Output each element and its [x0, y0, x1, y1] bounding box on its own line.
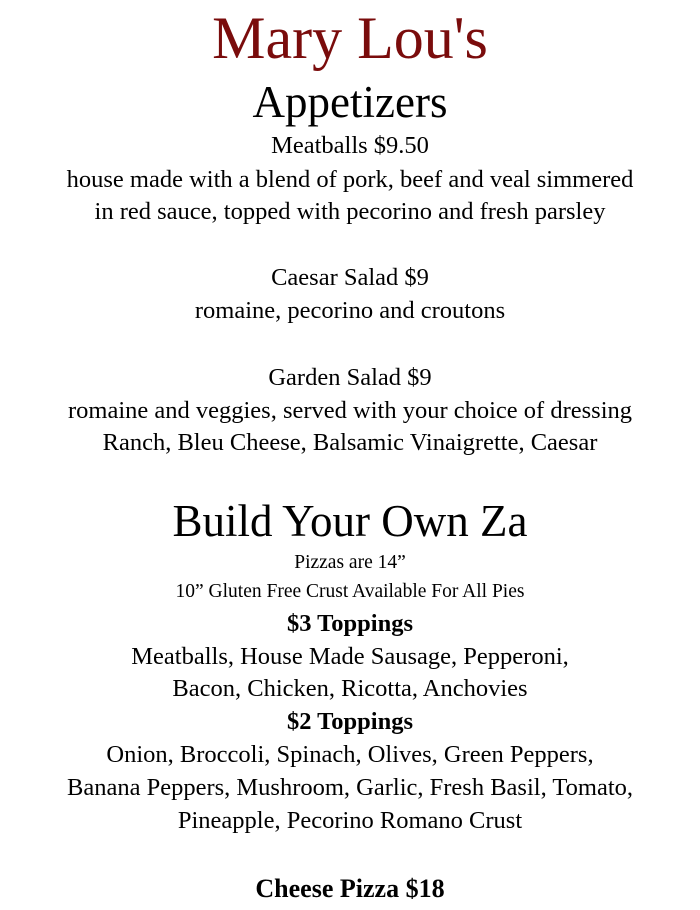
garden-dressings: Ranch, Bleu Cheese, Balsamic Vinaigrette, Caesar	[102, 429, 598, 456]
meatballs-name-price: Meatballs $9.50	[271, 132, 429, 159]
caesar-name-price: Caesar Salad $9	[271, 264, 429, 291]
toppings3-label: $3 Toppings	[287, 610, 413, 637]
pizza-size-note: Pizzas are 14”	[294, 552, 406, 573]
toppings2-list: Pineapple, Pecorino Romano Crust	[177, 807, 523, 834]
caesar-desc: romaine, pecorino and croutons	[194, 297, 506, 324]
garden-desc: romaine and veggies, served with your choice of dressing	[67, 397, 632, 424]
meatballs-desc: house made with a blend of pork, beef and veal simmered	[66, 166, 634, 193]
toppings2-list: Banana Peppers, Mushroom, Garlic, Fresh Basil, Tomato,	[66, 774, 633, 801]
cheese-pizza-price: Cheese Pizza $18	[255, 874, 445, 903]
toppings2-label: $2 Toppings	[287, 708, 413, 735]
appetizers-heading: Appetizers	[252, 77, 448, 127]
toppings2-list: Onion, Broccoli, Spinach, Olives, Green Peppers,	[106, 741, 594, 768]
gluten-free-note: 10” Gluten Free Crust Available For All Pies	[175, 581, 525, 602]
toppings3-list: Meatballs, House Made Sausage, Pepperoni,	[131, 643, 569, 670]
restaurant-title: Mary Lou's	[212, 5, 488, 71]
toppings3-list: Bacon, Chicken, Ricotta, Anchovies	[172, 675, 528, 702]
pizza-heading: Build Your Own Za	[172, 496, 528, 546]
garden-name-price: Garden Salad $9	[268, 364, 432, 391]
meatballs-desc: in red sauce, topped with pecorino and fresh parsley	[94, 198, 606, 225]
